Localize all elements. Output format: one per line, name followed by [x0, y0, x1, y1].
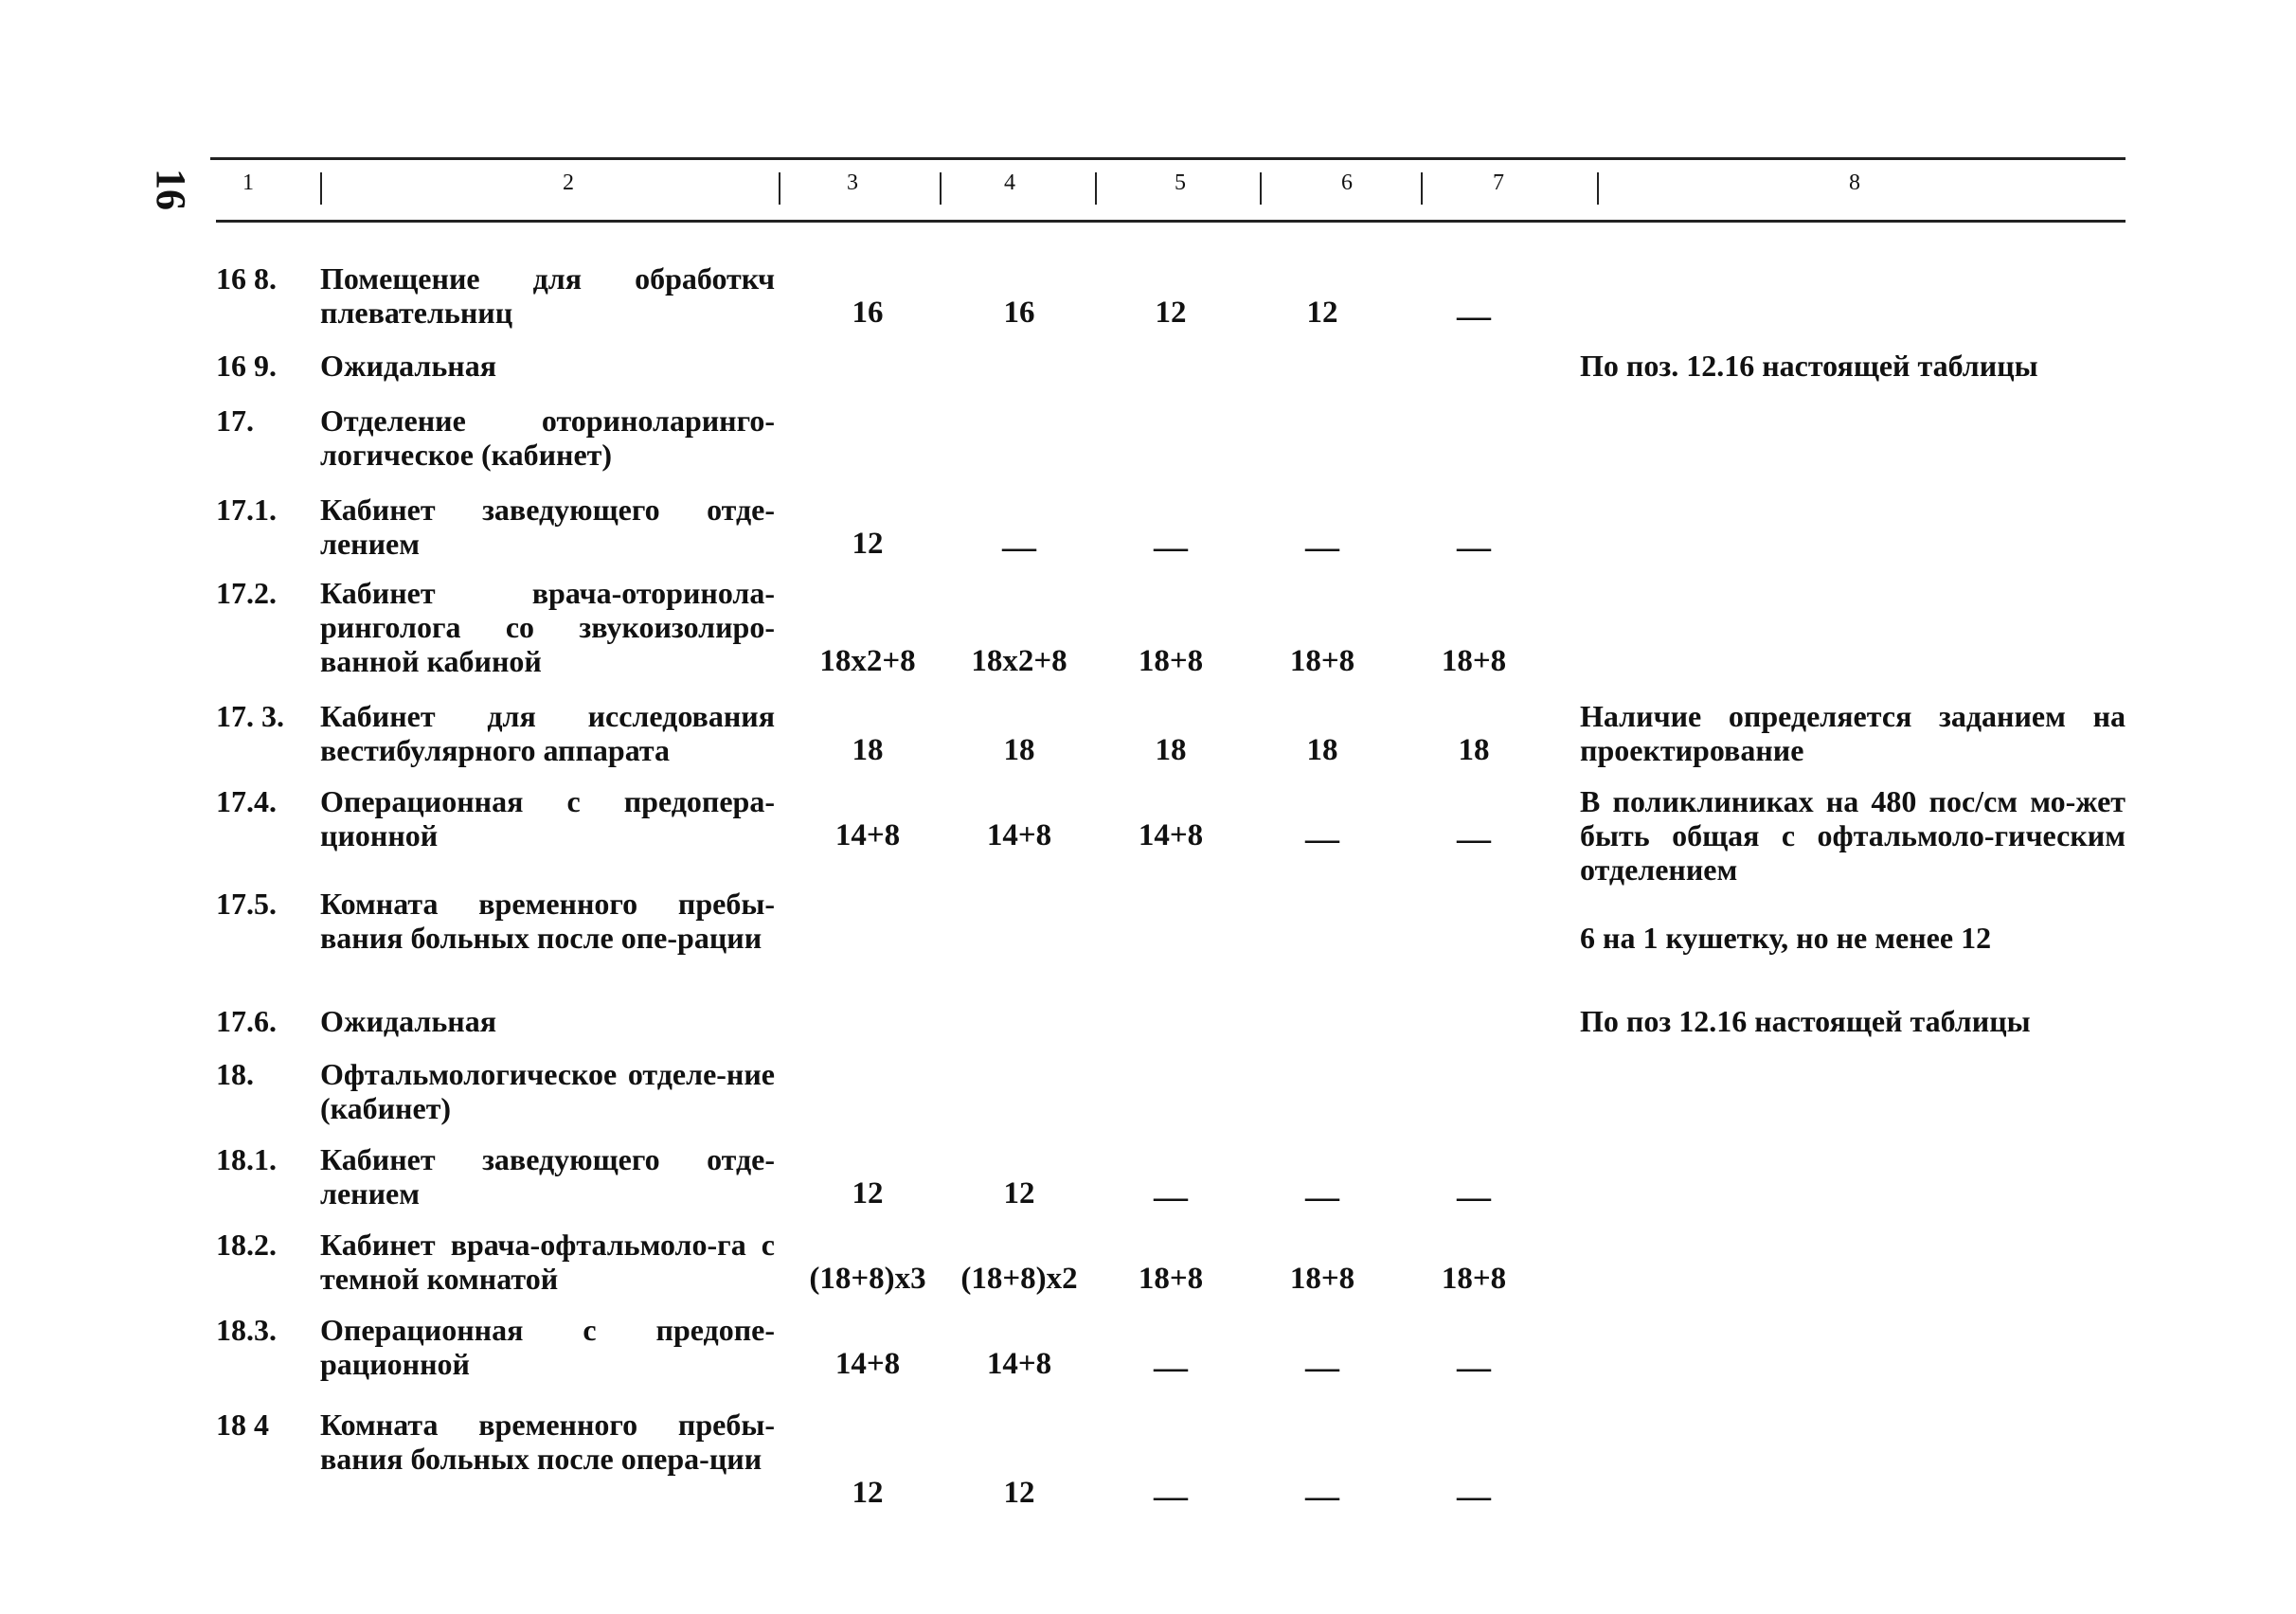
- area-value-col-4: —: [1002, 528, 1036, 565]
- room-name: Кабинет врача-офтальмоло-га с темной комнатой: [320, 1228, 775, 1296]
- area-value-col-4: (18+8)x2: [960, 1262, 1078, 1296]
- note-text: В поликлиниках на 480 пос/см мо-жет быть общая с офтальмоло-гическим отделением: [1580, 784, 2126, 887]
- column-header-5: 5: [1175, 170, 1186, 195]
- area-value-col-3: 16: [852, 296, 884, 330]
- column-header-3: 3: [847, 170, 858, 195]
- room-name: Кабинет врача-оторинола-ринголога со звукоизолиро-ванной кабиной: [320, 576, 775, 678]
- area-value-col-3: 12: [852, 1176, 884, 1210]
- room-name: Кабинет заведующего отде-лением: [320, 1142, 775, 1210]
- area-value-col-5: —: [1154, 1177, 1188, 1215]
- area-value-col-7: —: [1457, 296, 1491, 334]
- area-value-col-3: (18+8)x3: [809, 1262, 926, 1296]
- area-value-col-4: 12: [1003, 1176, 1035, 1210]
- area-value-col-5: 18+8: [1138, 1262, 1204, 1296]
- room-name: Ожидальная: [320, 1004, 497, 1038]
- area-value-col-4: 18: [1003, 733, 1035, 767]
- room-name: Отделение оторинолaринго-логическое (кабинет): [320, 404, 775, 472]
- area-value-col-7: 18+8: [1441, 1262, 1507, 1296]
- room-name: Кабинет заведующего отде-лением: [320, 493, 775, 561]
- row-number: 18 4: [216, 1408, 269, 1442]
- area-value-col-3: 14+8: [834, 818, 901, 852]
- area-value-col-6: —: [1305, 528, 1339, 565]
- area-value-col-6: —: [1305, 1348, 1339, 1386]
- area-value-col-4: 14+8: [986, 818, 1052, 852]
- column-header-6: 6: [1341, 170, 1353, 195]
- area-value-col-6: 18+8: [1289, 644, 1355, 678]
- area-value-col-4: 18x2+8: [971, 644, 1067, 678]
- room-name: Помещение для обработкч плевательниц: [320, 261, 775, 330]
- note-text: По поз 12.16 настоящей таблицы: [1580, 1004, 2031, 1038]
- area-value-col-5: 14+8: [1138, 818, 1204, 852]
- area-value-col-5: 18+8: [1138, 644, 1204, 678]
- row-number: 16 8.: [216, 261, 277, 296]
- area-value-col-4: 14+8: [986, 1347, 1052, 1381]
- row-number: 17.1.: [216, 493, 277, 527]
- room-name: Операционная с предопе-рационной: [320, 1313, 775, 1381]
- area-value-col-6: —: [1305, 819, 1339, 857]
- area-value-col-7: —: [1457, 1477, 1491, 1515]
- area-value-col-4: 16: [1003, 296, 1035, 330]
- area-value-col-7: —: [1457, 528, 1491, 565]
- area-value-col-6: —: [1305, 1477, 1339, 1515]
- room-name: Комната временного пребы-вания больных после опера-ции: [320, 1408, 775, 1476]
- area-value-col-7: —: [1457, 1348, 1491, 1386]
- room-name: Кабинет для исследования вестибулярного аппарата: [320, 699, 775, 767]
- column-header-7: 7: [1493, 170, 1504, 195]
- row-number: 17.5.: [216, 887, 277, 921]
- row-number: 16 9.: [216, 349, 277, 383]
- area-value-col-6: 18+8: [1289, 1262, 1355, 1296]
- row-number: 17.6.: [216, 1004, 277, 1038]
- room-name: Офтальмологическое отделе-ние (кабинет): [320, 1057, 775, 1125]
- area-value-col-3: 18: [852, 733, 884, 767]
- room-name: Ожидальная: [320, 349, 497, 383]
- room-name: Комната временного пребы-вания больных после опе-рации: [320, 887, 775, 955]
- page-number: 16: [148, 169, 194, 210]
- row-number: 18.2.: [216, 1228, 277, 1262]
- row-number: 17. 3.: [216, 699, 284, 733]
- area-value-col-6: 12: [1306, 296, 1338, 330]
- row-number: 18.1.: [216, 1142, 277, 1176]
- row-number: 18.3.: [216, 1313, 277, 1347]
- column-header-1: 1: [242, 170, 254, 195]
- column-header-2: 2: [563, 170, 574, 195]
- area-value-col-3: 18x2+8: [819, 644, 916, 678]
- area-value-col-5: —: [1154, 528, 1188, 565]
- area-value-col-7: 18: [1458, 733, 1490, 767]
- area-value-col-5: 12: [1155, 296, 1187, 330]
- area-value-col-6: 18: [1306, 733, 1338, 767]
- area-value-col-5: —: [1154, 1477, 1188, 1515]
- area-value-col-5: —: [1154, 1348, 1188, 1386]
- row-number: 18.: [216, 1057, 254, 1091]
- room-name: Операционная с предопера-ционной: [320, 784, 775, 852]
- note-text: Наличие определяется заданием на проектирование: [1580, 699, 2126, 767]
- area-value-col-3: 12: [852, 527, 884, 561]
- column-header-4: 4: [1004, 170, 1015, 195]
- area-value-col-3: 12: [852, 1476, 884, 1510]
- area-value-col-5: 18: [1155, 733, 1187, 767]
- column-header-8: 8: [1849, 170, 1860, 195]
- area-value-col-4: 12: [1003, 1476, 1035, 1510]
- area-value-col-7: —: [1457, 1177, 1491, 1215]
- area-value-col-3: 14+8: [834, 1347, 901, 1381]
- note-text: По поз. 12.16 настоящей таблицы: [1580, 349, 2038, 383]
- row-number: 17.4.: [216, 784, 277, 818]
- area-value-col-7: 18+8: [1441, 644, 1507, 678]
- area-value-col-7: —: [1457, 819, 1491, 857]
- row-number: 17.: [216, 404, 254, 438]
- note-text: 6 на 1 кушетку, но не менее 12: [1580, 921, 1992, 955]
- row-number: 17.2.: [216, 576, 277, 610]
- area-value-col-6: —: [1305, 1177, 1339, 1215]
